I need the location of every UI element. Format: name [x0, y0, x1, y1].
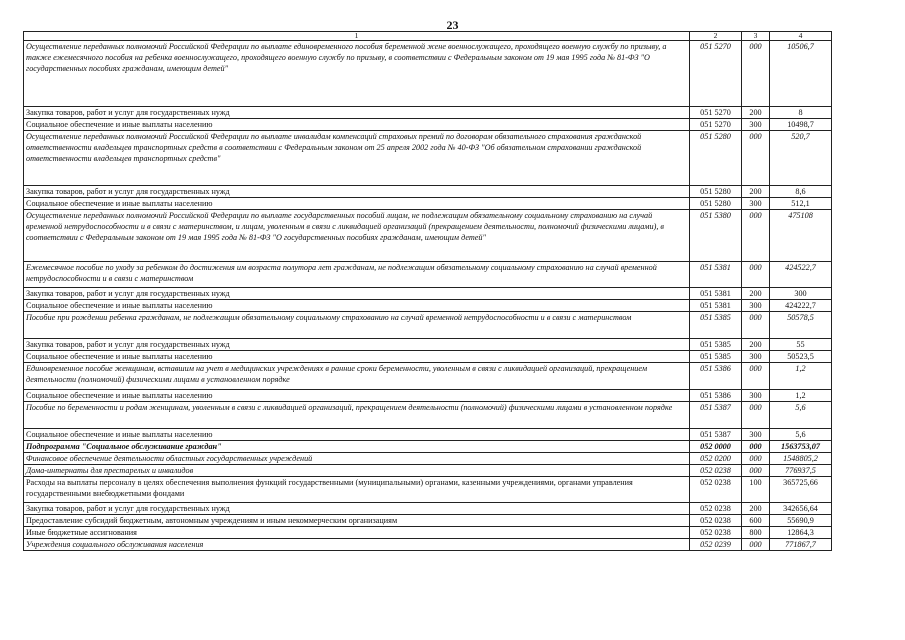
row-expense-type: 000 [742, 363, 770, 390]
row-amount: 8,6 [770, 186, 832, 198]
row-code: 051 5387 [690, 429, 742, 441]
row-description: Осуществление переданных полномочий Российской Федерации по выплате государственных пособий лицам, не подлежащим обязательному социальному страхованию на случай временной нетрудоспособности и в связи с материнством, и лицам, уволенным в связи с ликвидацией организаций (прекращением деятельности, полномочий физическими лицами), в соответствии с Федеральным законом от 19 мая 1995 года № 81-ФЗ "О государственных пособиях гражданам, имеющим детей" [24, 210, 690, 262]
table-row [24, 312, 832, 339]
row-amount: 8 [770, 107, 832, 119]
row-amount: 424522,7 [770, 262, 832, 288]
row-expense-type: 100 [742, 477, 770, 503]
table-row [24, 465, 832, 477]
row-code: 052 0238 [690, 477, 742, 503]
row-expense-type: 000 [742, 441, 770, 453]
table-row [24, 107, 832, 119]
row-description: Финансовое обеспечение деятельности областных государственных учреждений [24, 453, 690, 465]
table-row [24, 515, 832, 527]
row-description: Социальное обеспечение и иные выплаты населению [24, 351, 690, 363]
table-row [24, 539, 832, 551]
row-amount: 475108 [770, 210, 832, 262]
row-amount: 55690,9 [770, 515, 832, 527]
row-description: Закупка товаров, работ и услуг для государственных нужд [24, 288, 690, 300]
row-expense-type: 000 [742, 453, 770, 465]
row-code: 051 5386 [690, 390, 742, 402]
table-row [24, 402, 832, 429]
page-number: 23 [446, 18, 459, 32]
row-code: 051 5270 [690, 41, 742, 107]
table-row [24, 288, 832, 300]
row-code: 051 5280 [690, 186, 742, 198]
table-row [24, 262, 832, 288]
row-amount: 1,2 [770, 363, 832, 390]
row-expense-type: 200 [742, 186, 770, 198]
row-code: 051 5280 [690, 198, 742, 210]
row-expense-type: 000 [742, 402, 770, 429]
row-expense-type: 000 [742, 539, 770, 551]
table-row [24, 363, 832, 390]
row-code: 051 5280 [690, 131, 742, 186]
row-code: 052 0200 [690, 453, 742, 465]
row-description: Осуществление переданных полномочий Российской Федерации по выплате единовременного пособия беременной жене военнослужащего, проходящего военную службу по призыву, а также ежемесячного пособия на ребенка военнослужащего, проходящего военную службу по призыву, в соответствии с Федеральным законом от 19 мая 1995 года № 81-ФЗ "О государственных пособиях гражданам, имеющим детей" [24, 41, 690, 107]
row-description: Предоставление субсидий бюджетным, автономным учреждениям и иным некоммерческим организациям [24, 515, 690, 527]
row-amount: 771867,7 [770, 539, 832, 551]
table-row [24, 390, 832, 402]
row-description: Социальное обеспечение и иные выплаты населению [24, 198, 690, 210]
row-amount: 50523,5 [770, 351, 832, 363]
row-description: Закупка товаров, работ и услуг для государственных нужд [24, 107, 690, 119]
row-code: 051 5381 [690, 300, 742, 312]
row-expense-type: 300 [742, 300, 770, 312]
header-col-3: 3 [742, 32, 770, 41]
row-expense-type: 200 [742, 288, 770, 300]
budget-table [23, 31, 832, 551]
table-row [24, 300, 832, 312]
row-code: 051 5385 [690, 339, 742, 351]
row-amount: 12864,3 [770, 527, 832, 539]
row-expense-type: 300 [742, 119, 770, 131]
row-code: 052 0238 [690, 503, 742, 515]
row-amount: 5,6 [770, 429, 832, 441]
row-description: Учреждения социального обслуживания населения [24, 539, 690, 551]
row-code: 051 5380 [690, 210, 742, 262]
table-row [24, 477, 832, 503]
row-expense-type: 000 [742, 262, 770, 288]
row-amount: 1563753,07 [770, 441, 832, 453]
row-description: Расходы на выплаты персоналу в целях обеспечения выполнения функций государственными (муниципальными) органами, казенными учреждениями, органами управления государственными внебюджетными фондами [24, 477, 690, 503]
row-amount: 10506,7 [770, 41, 832, 107]
row-expense-type: 000 [742, 465, 770, 477]
table-row [24, 41, 832, 107]
row-description: Дома-интернаты для престарелых и инвалидов [24, 465, 690, 477]
header-col-4: 4 [770, 32, 832, 41]
row-amount: 1,2 [770, 390, 832, 402]
row-amount: 365725,66 [770, 477, 832, 503]
row-amount: 55 [770, 339, 832, 351]
header-col-2: 2 [690, 32, 742, 41]
row-code: 052 0000 [690, 441, 742, 453]
table-row [24, 210, 832, 262]
row-description: Закупка товаров, работ и услуг для государственных нужд [24, 339, 690, 351]
row-expense-type: 200 [742, 107, 770, 119]
table-header-row [24, 32, 832, 41]
row-description: Закупка товаров, работ и услуг для государственных нужд [24, 186, 690, 198]
row-code: 051 5381 [690, 262, 742, 288]
row-amount: 424222,7 [770, 300, 832, 312]
row-expense-type: 000 [742, 312, 770, 339]
row-amount: 50578,5 [770, 312, 832, 339]
row-amount: 776937,5 [770, 465, 832, 477]
row-description: Осуществление переданных полномочий Российской Федерации по выплате инвалидам компенсаций страховых премий по договорам обязательного страхования гражданской ответственности владельцев транспортных средств в соответствии с Федеральным законом от 25 апреля 2002 года № 40-ФЗ "Об обязательном страховании гражданской ответственности владельцев транспортных средств" [24, 131, 690, 186]
table-row [24, 339, 832, 351]
row-expense-type: 200 [742, 503, 770, 515]
row-code: 051 5386 [690, 363, 742, 390]
table-row [24, 441, 832, 453]
row-code: 051 5387 [690, 402, 742, 429]
row-expense-type: 300 [742, 390, 770, 402]
row-description: Пособие по беременности и родам женщинам, уволенным в связи с ликвидацией организаций, прекращением деятельности (полномочий) физическими лицами в установленном порядке [24, 402, 690, 429]
row-code: 052 0238 [690, 515, 742, 527]
row-description: Пособие при рождении ребенка гражданам, не подлежащим обязательному социальному страхованию на случай временной нетрудоспособности и в связи с материнством [24, 312, 690, 339]
row-code: 051 5381 [690, 288, 742, 300]
row-amount: 5,6 [770, 402, 832, 429]
table-row [24, 131, 832, 186]
row-code: 051 5270 [690, 107, 742, 119]
row-description: Единовременное пособие женщинам, вставшим на учет в медицинских учреждениях в ранние сроки беременности, уволенным в связи с ликвидацией организаций, прекращением деятельности (полномочий) физическими лицами в установленном порядке [24, 363, 690, 390]
table-row [24, 527, 832, 539]
row-description: Социальное обеспечение и иные выплаты населению [24, 429, 690, 441]
table-row [24, 503, 832, 515]
header-col-1: 1 [24, 32, 690, 41]
row-description: Иные бюджетные ассигнования [24, 527, 690, 539]
row-code: 051 5385 [690, 351, 742, 363]
row-description: Социальное обеспечение и иные выплаты населению [24, 390, 690, 402]
row-amount: 1548805,2 [770, 453, 832, 465]
table-row [24, 453, 832, 465]
table-row [24, 351, 832, 363]
row-description: Закупка товаров, работ и услуг для государственных нужд [24, 503, 690, 515]
row-code: 051 5270 [690, 119, 742, 131]
row-expense-type: 000 [742, 41, 770, 107]
table-row [24, 119, 832, 131]
row-expense-type: 000 [742, 131, 770, 186]
row-expense-type: 800 [742, 527, 770, 539]
row-description: Ежемесячное пособие по уходу за ребенком до достижения им возраста полутора лет гражданам, не подлежащим обязательному социальному страхованию на случай временной нетрудоспособности и в связи с материнством [24, 262, 690, 288]
row-code: 051 5385 [690, 312, 742, 339]
row-amount: 10498,7 [770, 119, 832, 131]
table-row [24, 429, 832, 441]
row-code: 052 0239 [690, 539, 742, 551]
row-amount: 512,1 [770, 198, 832, 210]
row-expense-type: 000 [742, 210, 770, 262]
table-row [24, 198, 832, 210]
row-amount: 520,7 [770, 131, 832, 186]
row-expense-type: 200 [742, 339, 770, 351]
row-code: 052 0238 [690, 527, 742, 539]
row-expense-type: 300 [742, 429, 770, 441]
row-expense-type: 300 [742, 351, 770, 363]
row-amount: 300 [770, 288, 832, 300]
row-description: Подпрограмма "Социальное обслуживание граждан" [24, 441, 690, 453]
row-description: Социальное обеспечение и иные выплаты населению [24, 300, 690, 312]
row-expense-type: 600 [742, 515, 770, 527]
table-row [24, 186, 832, 198]
row-amount: 342656,64 [770, 503, 832, 515]
row-code: 052 0238 [690, 465, 742, 477]
row-expense-type: 300 [742, 198, 770, 210]
row-description: Социальное обеспечение и иные выплаты населению [24, 119, 690, 131]
